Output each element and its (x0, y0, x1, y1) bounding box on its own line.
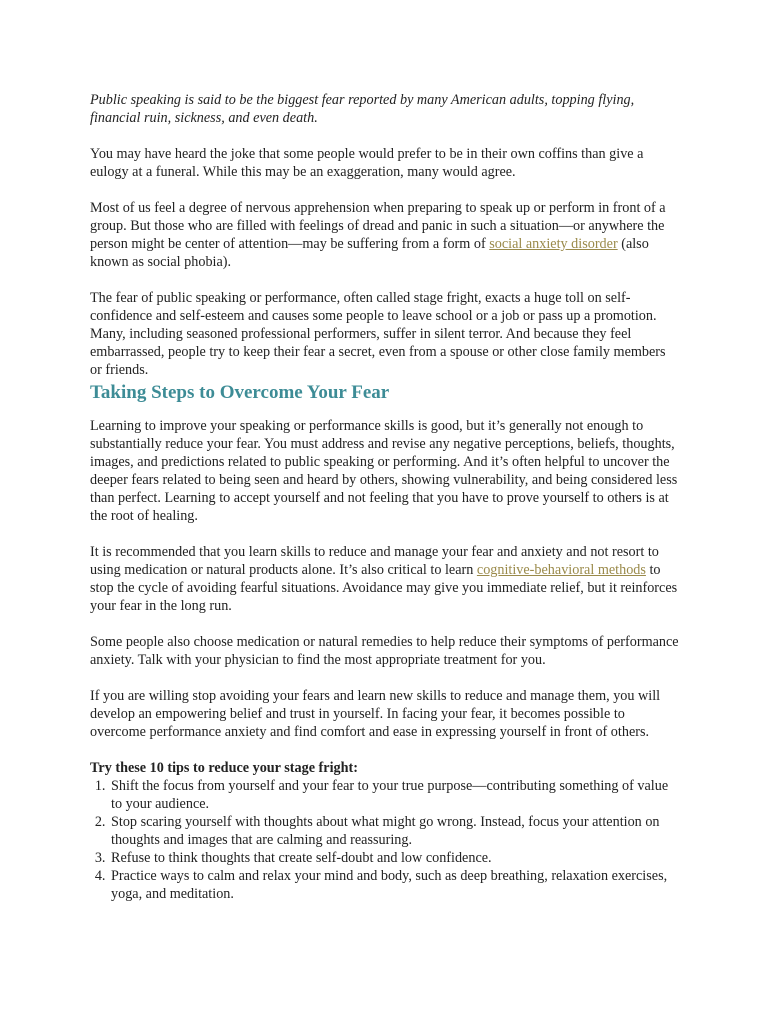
tip-item: 4. Practice ways to calm and relax your mind and body, such as deep breathing, relaxation exercises, yoga, and meditation. (109, 867, 680, 903)
paragraph-text: to stop the cycle of avoiding fearful situations. Avoidance may give you immediate relief, but it reinforces your fear in the long run. (90, 562, 678, 614)
paragraph-improve-skills: Learning to improve your speaking or performance skills is good, but it’s generally not enough to substantially reduce your fear. You must address and revise any negative perceptions, beliefs, thoughts, images, and predictions related to public speaking or performing. And it’s often helpful to uncover the deeper fears related to being seen and heard by others, showing vulnerability, and being considered less than perfect. Learning to accept yourself and not feeling that you have to prove yourself to others is at the root of healing. (90, 418, 678, 524)
social-anxiety-disorder-link[interactable]: social anxiety disorder (489, 236, 618, 252)
tip-item: 1. Shift the focus from yourself and your fear to your true purpose—contributing something of value to your audience. (109, 777, 680, 813)
paragraph-medication: Some people also choose medication or natural remedies to help reduce their symptoms of performance anxiety. Talk with your physician to find the most appropriate treatment for you. (90, 634, 679, 668)
paragraph-text: (also known as social phobia). (90, 236, 649, 270)
paragraph-willing: If you are willing stop avoiding your fears and learn new skills to reduce and manage them, you will develop an empowering belief and trust in yourself. In facing your fear, it becomes possible to overcome performance anxiety and find comfort and ease in expressing yourself in front of others. (90, 688, 661, 740)
paragraph-text: It is recommended that you learn skills to reduce and manage your fear and anxiety and not resort to using medication or natural products alone. It’s also critical to learn (90, 544, 659, 578)
intro-paragraph: Public speaking is said to be the biggest fear reported by many American adults, topping flying, financial ruin, sickness, and even death. (90, 92, 635, 126)
paragraph-apprehension (90, 199, 680, 271)
tips-list (90, 777, 680, 903)
paragraph-text: Most of us feel a degree of nervous apprehension when preparing to speak up or perform in front of a group. But those who are filled with feelings of dread and panic in such a situation—or anywhere the person might be center of attention—may be suffering from a form of (90, 200, 666, 252)
tip-item: 2. Stop scaring yourself with thoughts about what might go wrong. Instead, focus your attention on thoughts and images that are calming and reassuring. (109, 813, 680, 849)
paragraph-stage-fright: The fear of public speaking or performance, often called stage fright, exacts a huge toll on self-confidence and self-esteem and causes some people to leave school or a job or pass up a promotion. Many, including seasoned professional performers, suffer in silent terror. And because they feel embarrassed, people try to keep their fear a secret, even from a spouse or other close family members or friends. (90, 290, 666, 378)
tips-heading: Try these 10 tips to reduce your stage fright: (90, 760, 358, 776)
paragraph-recommended (90, 543, 680, 615)
cognitive-behavioral-methods-link[interactable]: cognitive-behavioral methods (476, 562, 646, 578)
paragraph-eulogy: You may have heard the joke that some people would prefer to be in their own coffins than give a eulogy at a funeral. While this may be an exaggeration, many would agree. (90, 146, 644, 180)
section-heading: Taking Steps to Overcome Your Fear (90, 382, 390, 403)
tip-item: 3. Refuse to think thoughts that create self-doubt and low confidence. (109, 849, 680, 867)
